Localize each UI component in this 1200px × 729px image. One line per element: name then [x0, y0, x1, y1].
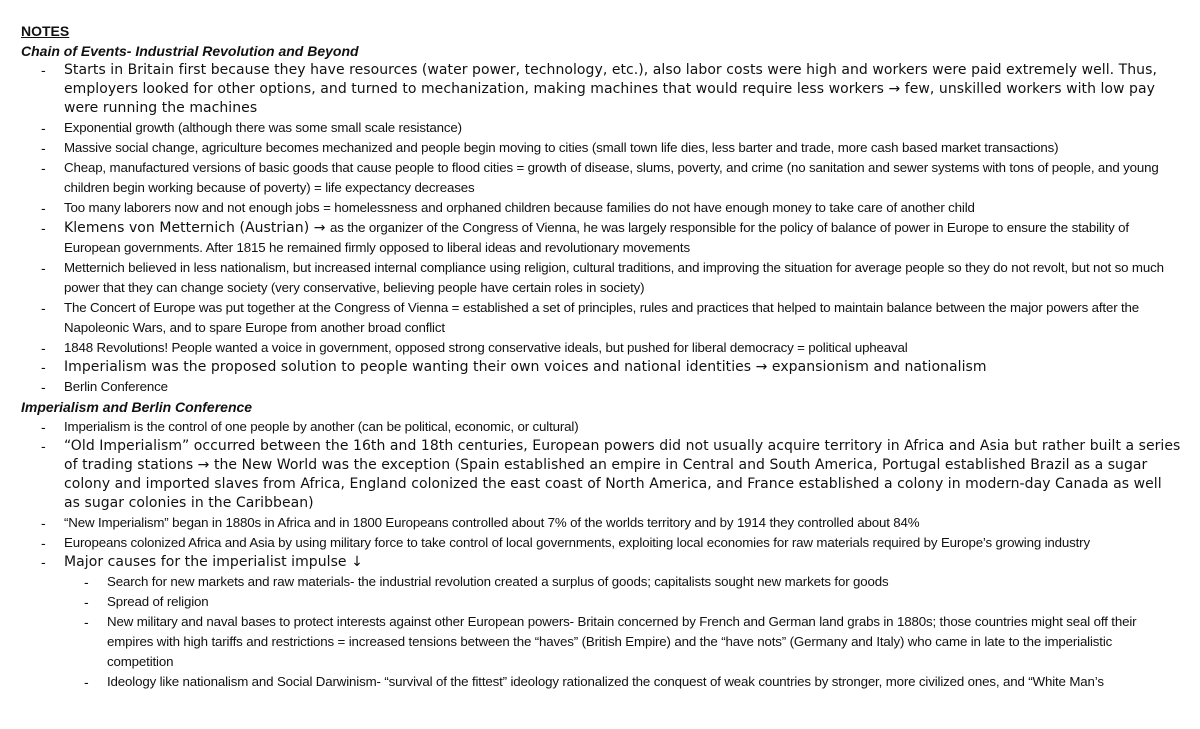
- sub-list-item: [21, 672, 1181, 692]
- bullet-dash: -: [41, 300, 46, 316]
- list-item: [21, 417, 1181, 437]
- item-text: Spread of religion: [107, 594, 209, 609]
- bullet-dash: -: [41, 515, 46, 531]
- notes-title: NOTES: [21, 23, 70, 39]
- item-text: Europeans colonized Africa and Asia by using military force to take control of local governments, exploiting local economies for raw materials required by Europe’s growing industry: [64, 535, 1090, 550]
- bullet-dash: -: [84, 594, 89, 610]
- sub-list-item: [21, 612, 1181, 672]
- item-text: as the organizer of the Congress of Vienna, he was largely responsible for the policy of balance of power in Europe to ensure the stability of European governments. After 1815 he remained firmly opposed to liberal ideas and revolutionary movements: [64, 220, 1129, 255]
- list-item: [21, 377, 1181, 397]
- item-text: Exponential growth (although there was some small scale resistance): [64, 120, 462, 135]
- item-text: Too many laborers now and not enough jobs = homelessness and orphaned children because families do not have enough money to take care of another child: [64, 200, 975, 215]
- item-text-lead: Klemens von Metternich (Austrian) →: [64, 220, 330, 236]
- bullet-dash: -: [41, 220, 46, 236]
- bullet-dash: -: [41, 419, 46, 435]
- item-text: 1848 Revolutions! People wanted a voice in government, opposed strong conservative ideals, but pushed for liberal democracy = political upheaval: [64, 340, 908, 355]
- list-item: [21, 61, 1181, 118]
- list-item: [21, 258, 1181, 298]
- sub-list-item: [21, 592, 1181, 612]
- bullet-dash: -: [41, 200, 46, 216]
- notes-body: [21, 41, 1181, 692]
- bullet-dash: -: [41, 535, 46, 551]
- bullet-dash: -: [41, 379, 46, 395]
- bullet-dash: -: [41, 160, 46, 176]
- bullet-list: [21, 61, 1181, 397]
- item-text: Berlin Conference: [64, 379, 168, 394]
- bullet-dash: -: [84, 574, 89, 590]
- list-item: [21, 437, 1181, 513]
- item-text: Starts in Britain first because they have resources (water power, technology, etc.), also labor costs were high and workers were paid extremely well. Thus, employers looked for other options, and turned to mechanization, making machines that would require less workers → few, unskilled workers with low pay were running the machines: [64, 62, 1157, 116]
- item-text: Ideology like nationalism and Social Darwinism- “survival of the fittest” ideology rationalized the conquest of weak countries by stronger, more civilized ones, and “White Man’s: [107, 674, 1104, 689]
- list-item: [21, 158, 1181, 198]
- bullet-dash: -: [84, 614, 89, 630]
- section-heading: Imperialism and Berlin Conference: [21, 399, 253, 415]
- sub-list-item: [21, 572, 1181, 592]
- bullet-dash: -: [41, 438, 46, 454]
- bullet-dash: -: [41, 140, 46, 156]
- list-item: [21, 298, 1181, 338]
- item-text: Massive social change, agriculture becomes mechanized and people begin moving to cities (small town life dies, less barter and trade, more cash based market transactions): [64, 140, 1059, 155]
- bullet-dash: -: [41, 340, 46, 356]
- bullet-dash: -: [41, 62, 46, 78]
- item-text: Imperialism was the proposed solution to people wanting their own voices and national identities → expansionism and nationalism: [64, 359, 987, 375]
- bullet-dash: -: [41, 120, 46, 136]
- notes-page: [21, 22, 1181, 692]
- item-text: “Old Imperialism” occurred between the 16th and 18th centuries, European powers did not usually acquire territory in Africa and Asia but rather built a series of trading stations → the New World was the exception (Spain established an empire in Central and South America, Portugal established Brazil as a sugar colony and imported slaves from Africa, England colonized the east coast of North America, and France established a colony in modern-day Canada as well as sugar colonies in the Caribbean): [64, 438, 1181, 511]
- bullet-dash: -: [41, 260, 46, 276]
- list-item: [21, 513, 1181, 533]
- list-item: [21, 118, 1181, 138]
- item-text: Imperialism is the control of one people by another (can be political, economic, or cultural): [64, 419, 579, 434]
- bullet-dash: -: [84, 674, 89, 690]
- item-text: The Concert of Europe was put together at the Congress of Vienna = established a set of principles, rules and practices that helped to maintain balance between the major powers after the Napoleonic Wars, and to spare Europe from another broad conflict: [64, 300, 1140, 335]
- item-text: Cheap, manufactured versions of basic goods that cause people to flood cities = growth of disease, slums, poverty, and crime (no sanitation and sewer systems with tons of people, and young children begin working because of poverty) = life expectancy decreases: [64, 160, 1159, 195]
- bullet-dash: -: [41, 554, 46, 570]
- item-text: Search for new markets and raw materials- the industrial revolution created a surplus of goods; capitalists sought new markets for goods: [107, 574, 889, 589]
- bullet-dash: -: [41, 359, 46, 375]
- bullet-list: [21, 417, 1181, 692]
- section-heading: Chain of Events- Industrial Revolution and Beyond: [21, 43, 359, 59]
- item-text: New military and naval bases to protect interests against other European powers- Britain concerned by French and German land grabs in 1880s; those countries might seal off their empires with high tariffs and restrictions = increased tensions between the “haves” (British Empire) and the “have nots” (Germany and Italy) who came in late to the imperialistic competition: [107, 614, 1137, 669]
- item-text: Major causes for the imperialist impulse ↓: [64, 554, 363, 570]
- list-item: [21, 138, 1181, 158]
- item-text: “New Imperialism” began in 1880s in Africa and in 1800 Europeans controlled about 7% of the worlds territory and by 1914 they controlled about 84%: [64, 515, 920, 530]
- list-item: [21, 338, 1181, 358]
- list-item: [21, 198, 1181, 218]
- item-text: Metternich believed in less nationalism, but increased internal compliance using religion, cultural traditions, and improving the situation for average people so they do not revolt, but not so much power that they can change society (very conservative, believing people have certain roles in society): [64, 260, 1164, 295]
- list-item: [21, 358, 1181, 377]
- list-item: [21, 218, 1181, 258]
- list-item: [21, 533, 1181, 553]
- list-item: [21, 553, 1181, 572]
